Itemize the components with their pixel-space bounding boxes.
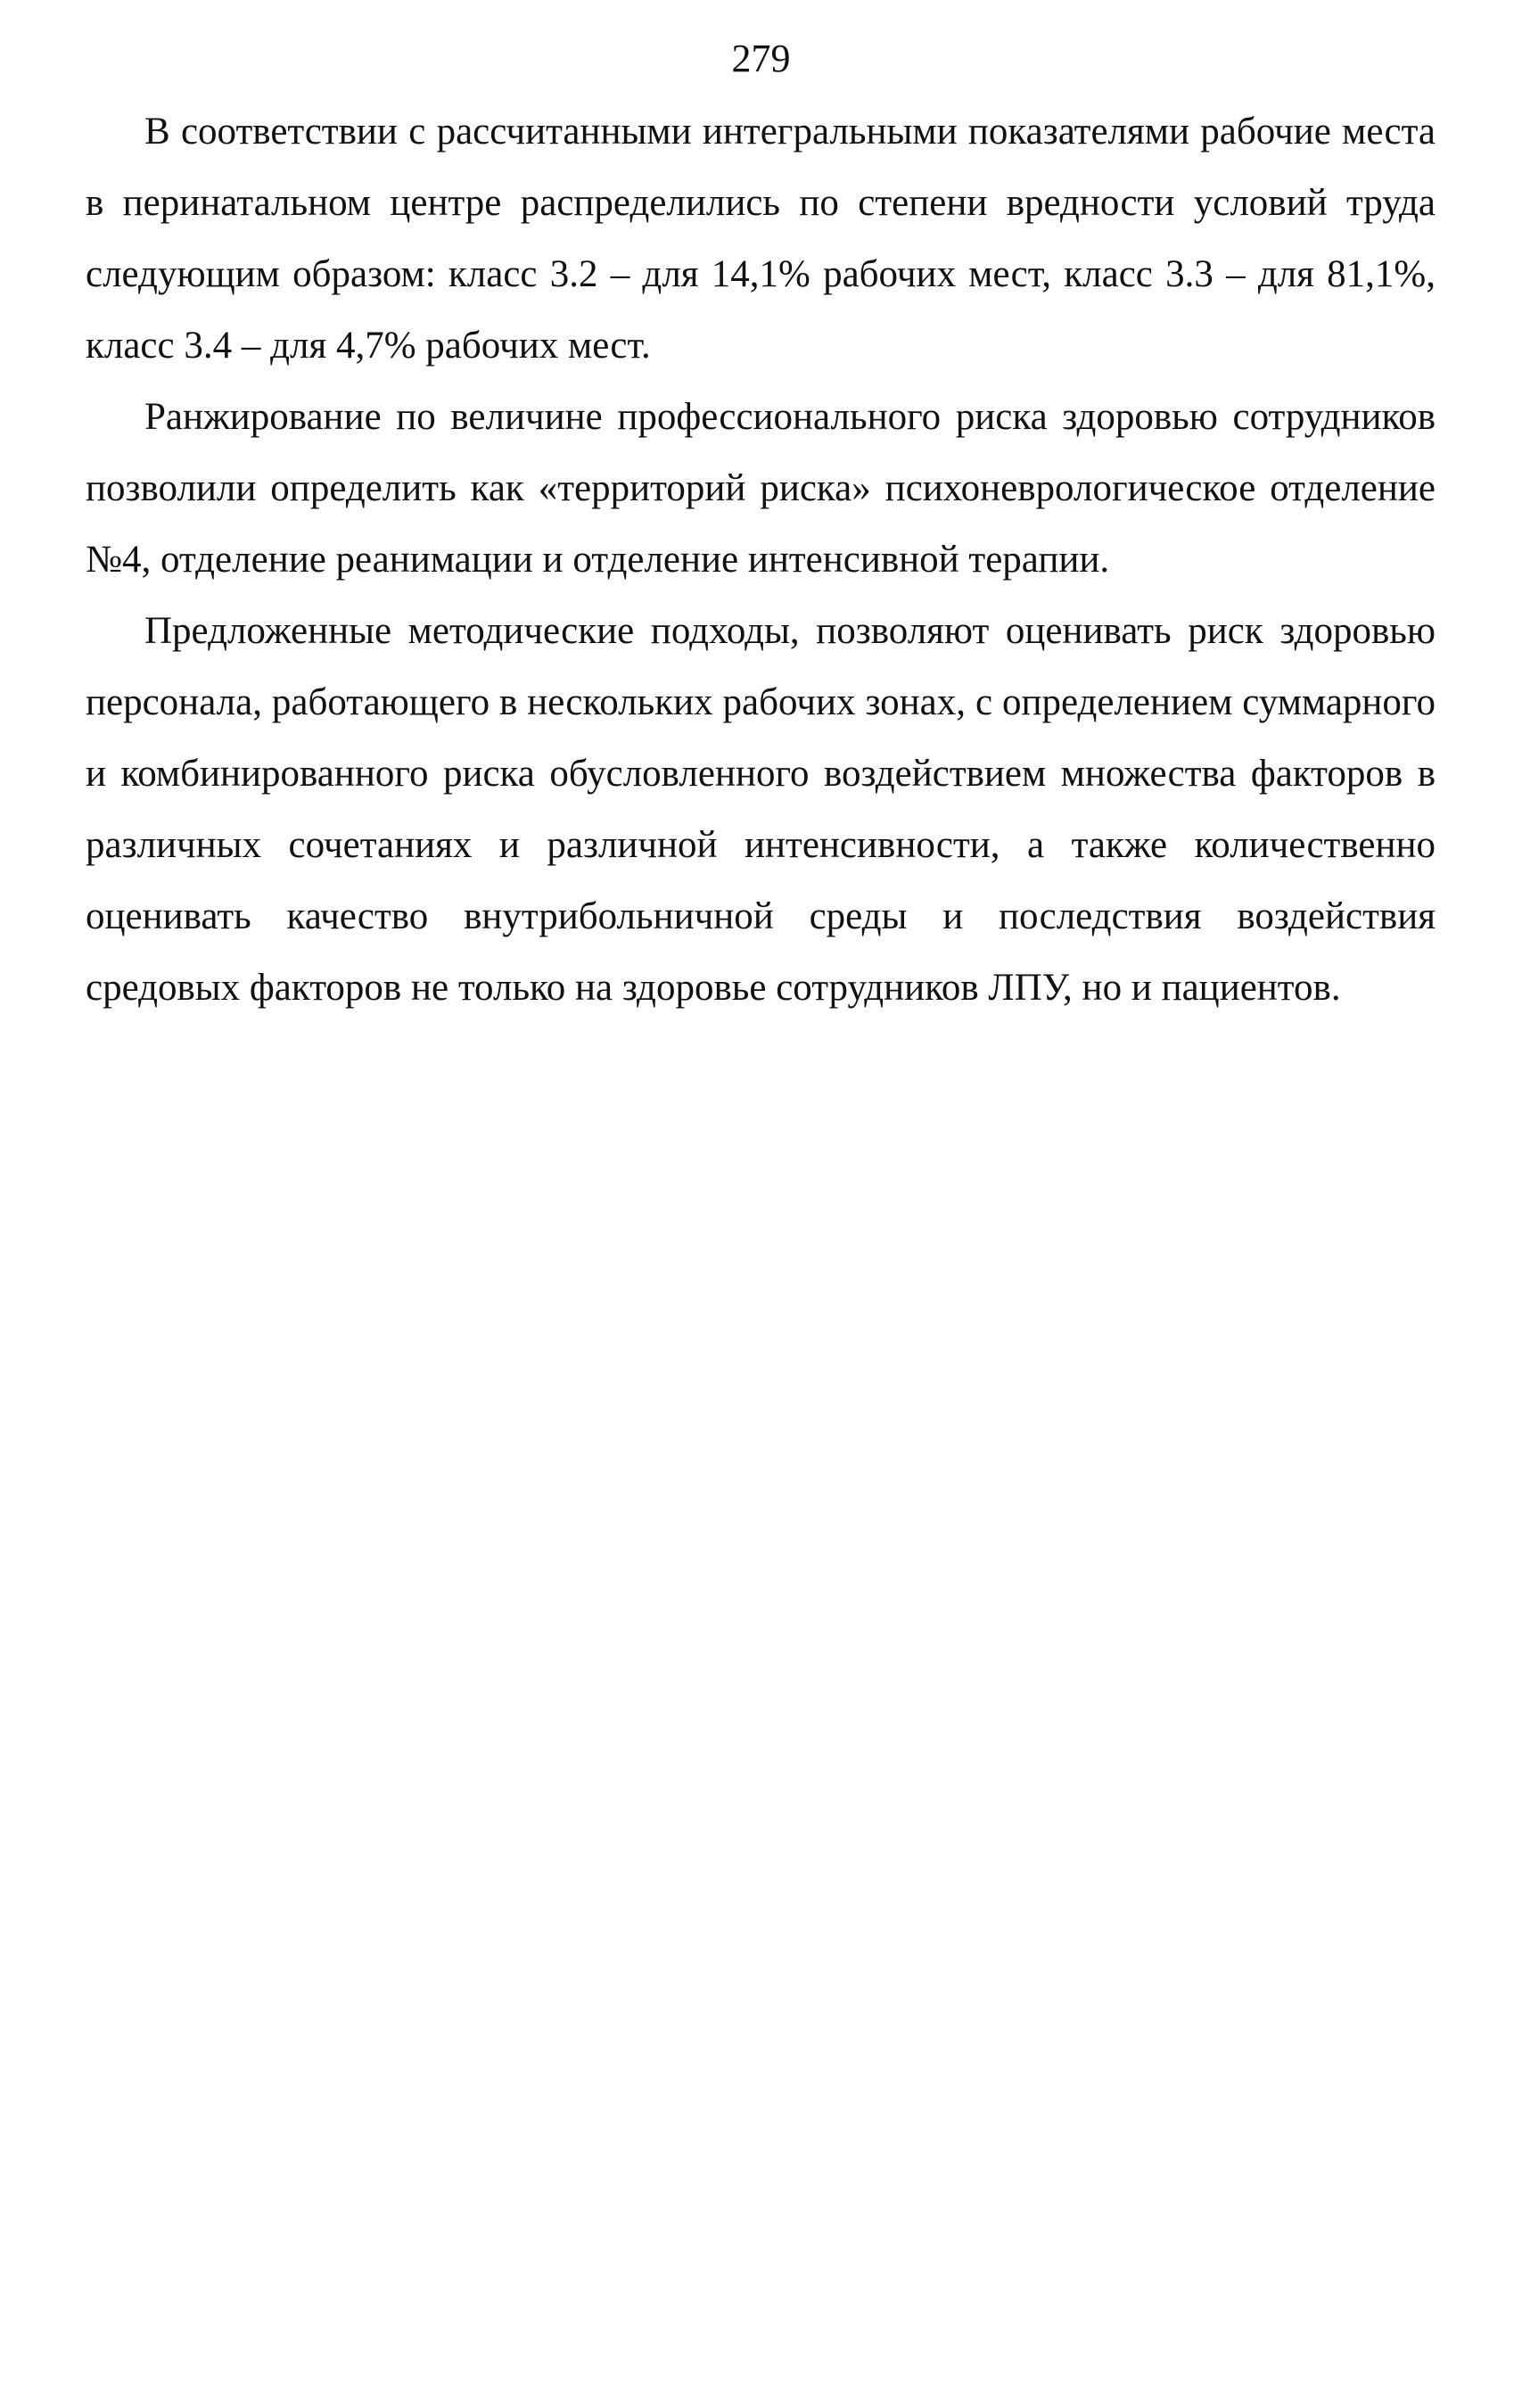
body-text: [86, 96, 1436, 1024]
paragraph-methodological-approaches: Предложенные методические подходы, позволяют оценивать риск здоровью персонала, работающего в нескольких рабочих зонах, с определением суммарного и комбинированного риска обусловленного воздействием множества факторов в различных сочетаниях и различной интенсивности, а также количественно оценивать качество внутрибольничной среды и последствия воздействия средовых факторов не только на здоровье сотрудников ЛПУ, но и пациентов.: [86, 610, 1436, 1009]
page-number: 279: [731, 37, 791, 80]
paragraph-risk-ranking: Ранжирование по величине профессионального риска здоровью сотрудников позволили определить как «территорий риска» психоневрологическое отделение №4, отделение реанимации и отделение интенсивной терапии.: [86, 396, 1436, 581]
paragraph-workplace-classes: В соответствии с рассчитанными интегральными показателями рабочие места в перинатальном центре распределились по степени вредности условий труда следующим образом: класс 3.2 – для 14,1% рабочих мест, класс 3.3 – для 81,1%, класс 3.4 – для 4,7% рабочих мест.: [86, 111, 1436, 367]
